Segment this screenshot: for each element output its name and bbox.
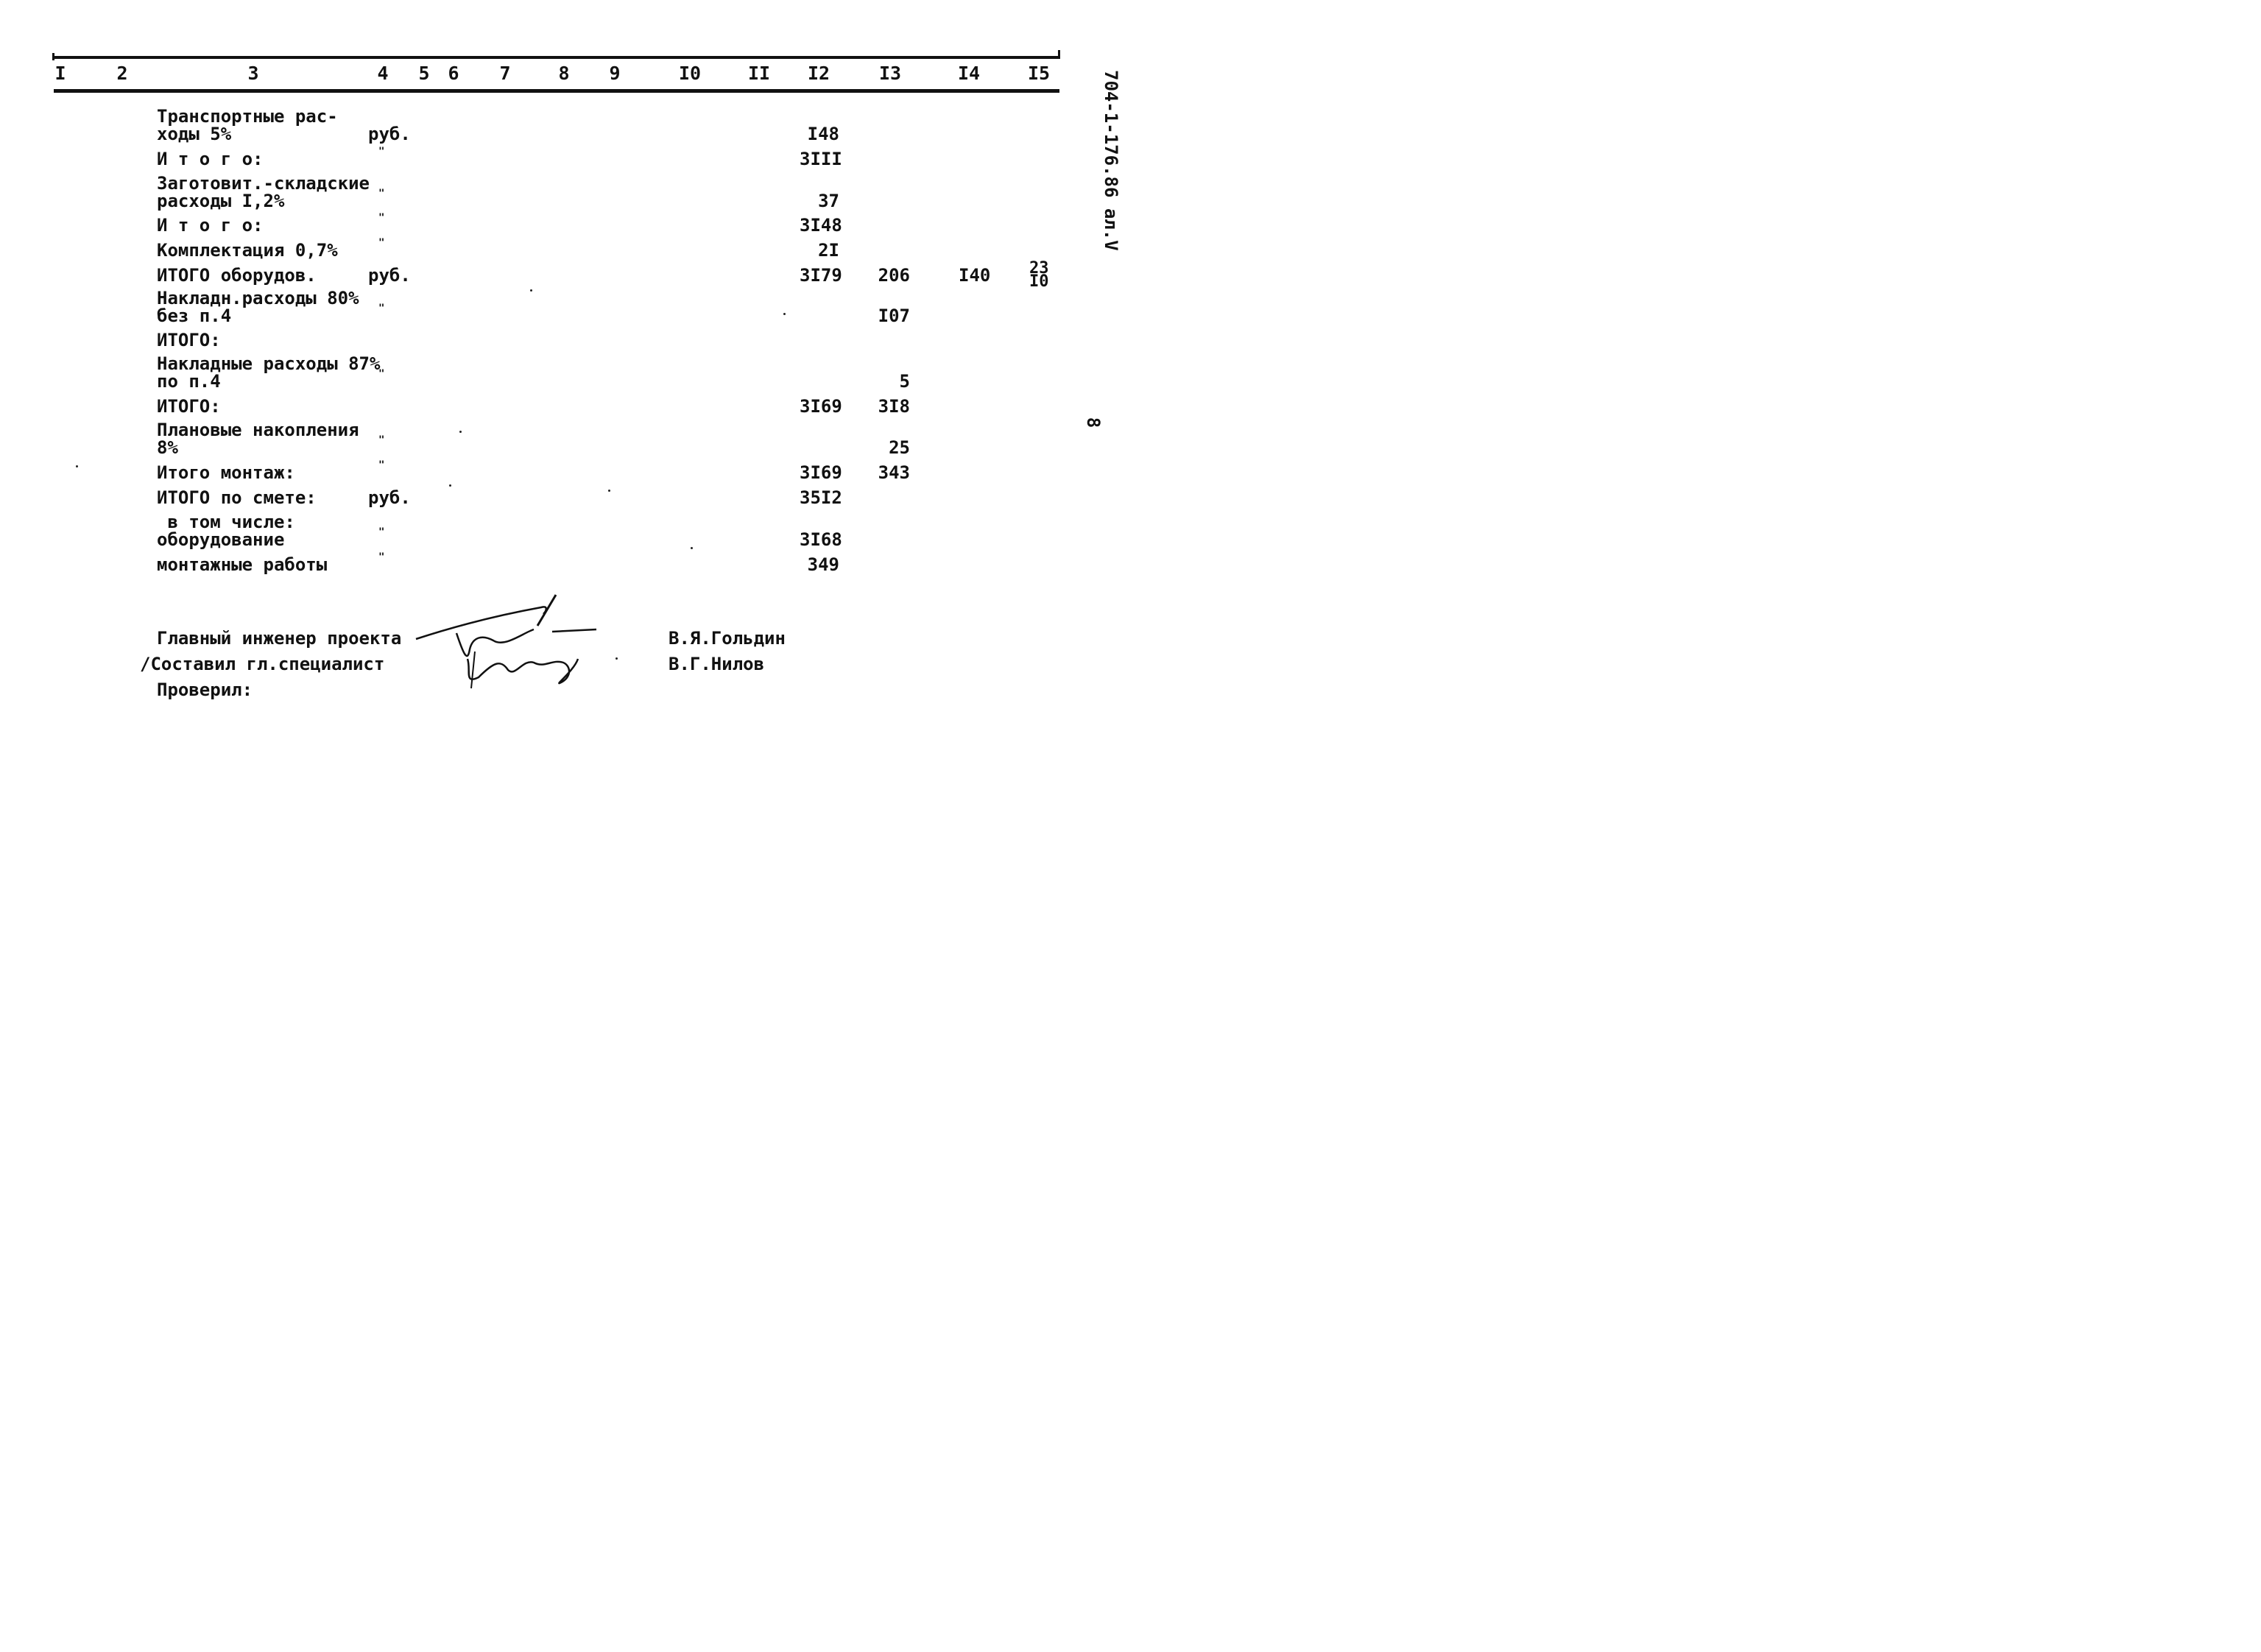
chief-engineer-label: Главный инженер проекта (157, 628, 402, 649)
scan-speck (608, 490, 610, 492)
ditto-mark: " (378, 551, 385, 563)
column-header-1: I (54, 63, 66, 84)
table-row (0, 371, 1143, 415)
ditto-mark: " (378, 368, 385, 380)
ditto-mark: " (378, 526, 385, 538)
value-col-13: 5 (899, 371, 910, 392)
row-description (157, 556, 327, 573)
handwritten-signature (412, 589, 611, 692)
ditto-mark: " (378, 237, 385, 249)
unit-cell: руб. (368, 487, 411, 508)
value-col-12: 349 (807, 554, 839, 575)
row-description-line: 8% (157, 437, 178, 458)
scan-speck (76, 465, 78, 467)
column-header-12: I2 (807, 63, 830, 84)
scan-speck (783, 313, 786, 315)
unit-cell: руб. (368, 124, 411, 144)
ditto-mark: " (378, 459, 385, 471)
column-header-11: II (747, 63, 771, 84)
compiled-label: /Составил гл.специалист (140, 654, 385, 674)
row-description-line: ИТОГО: (157, 396, 221, 417)
value-col-12: 35I2 (800, 487, 842, 508)
row-description-line: Накладн.расходы 80% (157, 288, 359, 308)
value-col-12: 3I48 (800, 215, 842, 236)
row-description-line: расходы I,2% (157, 191, 285, 211)
value-col-12: I48 (807, 124, 839, 144)
table-row (0, 240, 1143, 291)
column-header-14: I4 (957, 63, 981, 84)
row-description-line: монтажные работы (157, 554, 328, 575)
ditto-mark: " (378, 212, 385, 224)
column-header-15: I5 (1027, 63, 1051, 84)
value-col-13: I07 (878, 306, 910, 326)
column-header-5: 5 (418, 63, 430, 84)
value-col-12: 3I69 (800, 462, 842, 483)
row-description-line: Комплектация 0,7% (157, 240, 338, 261)
chief-engineer-name: В.Я.Гольдин (669, 628, 786, 649)
table-row (0, 529, 1143, 573)
scan-speck (449, 484, 451, 487)
scan-speck (691, 547, 693, 549)
frame-corner-right (1058, 50, 1060, 59)
value-col-15-line: 23 (1029, 259, 1049, 278)
column-header-3: 3 (247, 63, 259, 84)
document-code: 704-1-176.86 ал.V (1101, 70, 1121, 251)
value-col-12: 2I (818, 240, 839, 261)
row-description-line: Заготовит.-складские (157, 173, 370, 194)
value-col-13: 343 (878, 462, 910, 483)
column-header-6: 6 (448, 63, 459, 84)
row-description-line: И т о г о: (157, 215, 264, 236)
value-col-13: 3I8 (878, 396, 910, 417)
row-description-line: по п.4 (157, 371, 221, 392)
ditto-mark: " (378, 434, 385, 446)
column-header-2: 2 (116, 63, 128, 84)
column-header-8: 8 (558, 63, 570, 84)
ditto-mark: " (378, 303, 385, 314)
row-description-line: Транспортные рас- (157, 106, 338, 127)
column-header-7: 7 (499, 63, 511, 84)
column-header-4: 4 (377, 63, 389, 84)
row-description-line: Итого монтаж: (157, 462, 295, 483)
ditto-mark: " (378, 146, 385, 158)
row-description-line: ИТОГО по смете: (157, 487, 317, 508)
scan-speck (459, 431, 462, 433)
page-number: 8 (1083, 417, 1104, 428)
scan-speck (615, 657, 618, 660)
unit-cell: руб. (368, 265, 411, 286)
value-col-13: 206 (878, 265, 910, 286)
row-description-line: ходы 5% (157, 124, 232, 144)
value-col-12: 3I68 (800, 529, 842, 550)
value-col-15-line: I0 (1029, 272, 1049, 291)
value-col-12: 3III (800, 149, 842, 169)
value-col-12: 3I69 (800, 396, 842, 417)
checked-label: Проверил: (157, 679, 253, 700)
frame-corner-left (52, 53, 54, 60)
row-description-line: в том числе: (157, 512, 295, 532)
table-row (0, 124, 1143, 168)
value-col-12: 3I79 (800, 265, 842, 286)
row-description-line: без п.4 (157, 306, 232, 326)
header-top-rule (54, 56, 1059, 59)
ditto-mark: " (378, 188, 385, 200)
column-header-13: I3 (878, 63, 902, 84)
row-description-line: оборудование (157, 529, 285, 550)
row-description-line: ИТОГО: (157, 330, 221, 350)
row-description-line: И т о г о: (157, 149, 264, 169)
table-row (0, 462, 1143, 506)
value-col-14: I40 (959, 265, 991, 286)
header-bottom-rule (54, 89, 1059, 93)
column-header-9: 9 (609, 63, 621, 84)
row-description-line: Накладные расходы 87% (157, 353, 381, 374)
value-col-12: 37 (818, 191, 839, 211)
table-row (0, 305, 1143, 349)
row-description-line: ИТОГО оборудов. (157, 265, 317, 286)
row-description-line: Плановые накопления (157, 420, 359, 440)
compiled-name: В.Г.Нилов (669, 654, 765, 674)
value-col-13: 25 (889, 437, 910, 458)
column-header-10: I0 (678, 63, 702, 84)
scan-speck (530, 289, 532, 292)
